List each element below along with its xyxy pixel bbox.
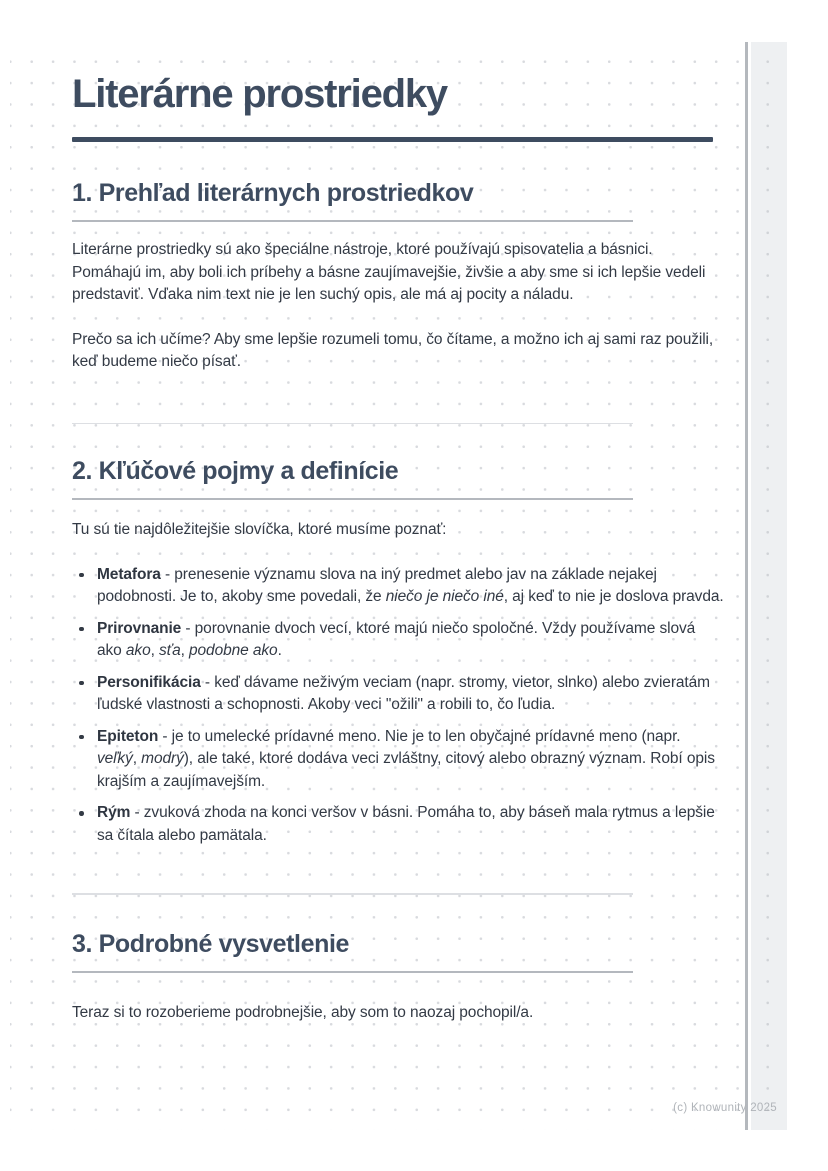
text-run: ), ale také, ktoré dodáva veci zvláštny, citový alebo obrazný význam. Robí opis krajším a zaujímavejším. [97, 750, 715, 790]
detail-paragraph-1 [72, 1002, 724, 1025]
term-item [72, 802, 724, 847]
section-1-heading: 1. Prehľad literárnych prostriedkov [72, 179, 474, 207]
text-run: Prečo sa ich učíme? Aby sme lepšie rozumeli tomu, čo čítame, a možno ich aj sami raz použili, keď budeme niečo písať. [72, 330, 714, 370]
section-overview [72, 177, 721, 374]
term-item [72, 564, 724, 609]
text-run: , [180, 642, 190, 659]
next-page-edge [751, 42, 787, 1130]
text-run: - porovnanie dvoch vecí, ktoré majú niečo spoločné. Vždy používame slová ako [97, 619, 696, 659]
section-detailed-explanation [72, 928, 721, 1025]
document-page [10, 42, 748, 1130]
term-item [72, 618, 724, 663]
term-item [72, 726, 724, 794]
copyright-footer: (c) Knowunity 2025 [673, 1102, 777, 1114]
italic-text: ako [125, 642, 151, 659]
section-3-underline [72, 971, 633, 973]
term-label: Metafora [97, 565, 161, 583]
italic-text: podobne ako [189, 642, 278, 659]
section-2-heading: 2. Kľúčové pojmy a definície [72, 457, 399, 485]
text-run: , [132, 750, 142, 767]
italic-text: modrý [141, 750, 184, 767]
term-label: Epiteton [97, 727, 159, 745]
overview-paragraph-1 [72, 239, 724, 307]
text-run: - keď dávame neživým veciam (napr. stromy, vietor, slnko) alebo zvieratám ľudské vlastnosti a schopnosti. Akoby veci "ožili" a robili to, čo ľudia. [97, 673, 710, 713]
text-run: - zvuková zhoda na konci veršov v básni. Pomáha to, aby báseň mala rytmus a lepšie sa čítala alebo pamätala. [97, 804, 715, 844]
section-2-underline [72, 498, 633, 500]
text-run: - je to umelecké prídavné meno. Nie je to len obyčajné prídavné meno (napr. [158, 727, 681, 745]
text-run: , aj keď to nie je doslova pravda. [503, 588, 724, 605]
overview-paragraph-2 [72, 329, 724, 374]
term-label: Rým [97, 804, 131, 821]
text-run: Literárne prostriedky sú ako špeciálne nástroje, ktoré používajú spisovatelia a básnici. Pomáhajú im, aby boli ich príbehy a básne zaujímavejšie, živšie a aby sme si ich lepšie vedeli predstaviť. Vďaka nim text nie je len suchý opis, ale má aj pocity a náladu. [72, 241, 706, 303]
section-divider [72, 423, 633, 425]
section-1-underline [72, 220, 633, 222]
term-list [72, 564, 724, 848]
terms-intro: Tu sú tie najdôležitejšie slovíčka, ktoré musíme poznať: [72, 521, 447, 538]
text-run: - prenesenie významu slova na iný predmet alebo jav na základe nejakej podobnosti. Je to, akoby sme povedali, že [97, 565, 657, 605]
section-key-terms [72, 455, 724, 847]
term-label: Prirovnanie [97, 619, 182, 637]
page-title: Literárne prostriedky [72, 72, 447, 116]
section-3-heading: 3. Podrobné vysvetlenie [72, 929, 350, 958]
text-run: , [150, 642, 160, 659]
italic-text: niečo je niečo iné [385, 588, 504, 605]
italic-text: veľký [97, 750, 133, 767]
section-divider [72, 893, 633, 895]
term-item [72, 672, 724, 717]
italic-text: sťa [159, 642, 181, 659]
text-run: . [277, 642, 282, 659]
term-label: Personifikácia [97, 673, 201, 691]
title-rule [72, 137, 713, 142]
page-content [10, 42, 745, 1024]
text-run: Teraz si to rozoberieme podrobnejšie, aby som to naozaj pochopil/a. [72, 1003, 534, 1021]
